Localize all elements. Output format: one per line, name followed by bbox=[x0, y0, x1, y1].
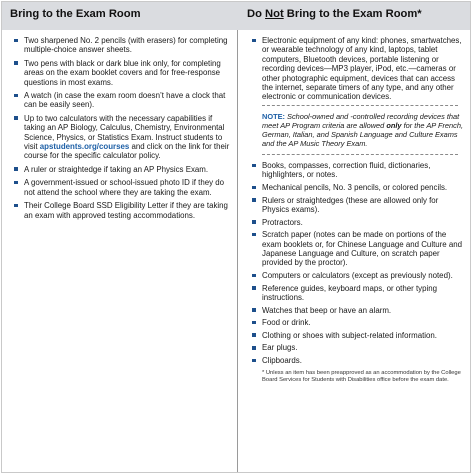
list-item bbox=[14, 59, 231, 87]
square-bullet-icon bbox=[252, 186, 256, 190]
item-text: Up to two calculators with the necessary capabilities if taking an AP Biology, Calculus, Chemistry, Environmental Science, Physics, or Statistics Exam. Instruct students to visit bbox=[24, 113, 225, 152]
list-item bbox=[252, 356, 464, 365]
item-text: Reference guides, keyboard maps, or other typing instructions. bbox=[262, 283, 438, 303]
do-not-bring-list bbox=[252, 161, 464, 365]
item-text: Computers or calculators (except as previously noted). bbox=[262, 271, 453, 281]
list-item bbox=[252, 284, 464, 303]
square-bullet-icon bbox=[14, 94, 18, 98]
do-not-bring-column-title bbox=[233, 2, 470, 30]
square-bullet-icon bbox=[14, 167, 18, 171]
list-item bbox=[252, 343, 464, 352]
list-item bbox=[14, 201, 231, 220]
bring-list bbox=[14, 36, 231, 220]
square-bullet-icon bbox=[14, 181, 18, 185]
list-item bbox=[252, 318, 464, 327]
footnote: * Unless an item has been preapproved as an accommodation by the College Board Services for Students with Disabilities office before the exam date. bbox=[262, 370, 461, 384]
item-text: A ruler or straightedge if taking an AP Physics Exam. bbox=[24, 164, 209, 174]
item-text: A watch (in case the exam room doesn’t have a clock that can be easily seen). bbox=[24, 91, 226, 110]
square-bullet-icon bbox=[14, 116, 18, 120]
square-bullet-icon bbox=[252, 333, 256, 337]
exam-room-rules-table bbox=[1, 1, 471, 473]
item-text: Protractors. bbox=[262, 217, 303, 227]
list-item bbox=[252, 196, 464, 215]
bring-column bbox=[2, 30, 237, 472]
item-text: Mechanical pencils, No. 3 pencils, or colored pencils. bbox=[262, 183, 448, 193]
item-text: and click on the link for their course for the specific calculator policy. bbox=[24, 142, 230, 161]
item-text: Rulers or straightedges (these are allowed only for Physics exams). bbox=[262, 195, 439, 215]
list-item bbox=[252, 230, 464, 268]
item-text: Their College Board SSD Eligibility Letter if they are taking an exam with approved testing accommodations. bbox=[24, 201, 228, 220]
list-item bbox=[252, 306, 464, 315]
title-suffix: Bring to the Exam Room* bbox=[283, 8, 422, 20]
item-text: Watches that beep or have an alarm. bbox=[262, 305, 392, 315]
bring-column-title: Bring to the Exam Room bbox=[10, 8, 141, 20]
item-text: Two sharpened No. 2 pencils (with erasers) for completing multiple-choice answer sheets. bbox=[24, 36, 228, 55]
dashed-divider bbox=[262, 105, 458, 106]
square-bullet-icon bbox=[252, 308, 256, 312]
item-text: Food or drink. bbox=[262, 318, 311, 328]
item-text: Ear plugs. bbox=[262, 343, 298, 353]
note-text: for the AP French, German, Italian, and Spanish Language and Culture Exams and the AP Music Theory Exam. bbox=[262, 121, 464, 149]
list-item bbox=[14, 36, 231, 55]
note-emphasis: only bbox=[386, 121, 402, 131]
note-label: NOTE: bbox=[262, 112, 285, 122]
square-bullet-icon bbox=[252, 321, 256, 325]
list-item bbox=[14, 91, 231, 110]
square-bullet-icon bbox=[252, 274, 256, 278]
item-text: Books, compasses, correction fluid, dictionaries, highlighters, or notes. bbox=[262, 161, 431, 180]
list-item bbox=[14, 114, 231, 161]
item-text: Clothing or shoes with subject-related information. bbox=[262, 330, 437, 340]
list-item bbox=[252, 331, 464, 340]
square-bullet-icon bbox=[252, 164, 256, 168]
recording-devices-note bbox=[262, 112, 464, 148]
square-bullet-icon bbox=[252, 198, 256, 202]
item-text: Clipboards. bbox=[262, 356, 302, 365]
square-bullet-icon bbox=[252, 359, 256, 363]
list-item bbox=[252, 218, 464, 227]
square-bullet-icon bbox=[14, 61, 18, 65]
square-bullet-icon bbox=[252, 233, 256, 237]
square-bullet-icon bbox=[14, 204, 18, 208]
courses-link[interactable]: apstudents.org/courses bbox=[39, 142, 130, 152]
title-emphasis: Not bbox=[265, 8, 284, 20]
list-item bbox=[252, 271, 464, 280]
square-bullet-icon bbox=[252, 286, 256, 290]
square-bullet-icon bbox=[252, 220, 256, 224]
title-prefix: Do bbox=[247, 8, 266, 20]
list-item bbox=[252, 183, 464, 192]
list-item bbox=[14, 165, 231, 174]
item-text: Scratch paper (notes can be made on portions of the exam booklets or, for Chinese Language and Culture and Japanese Language and Culture, on scratch paper provided by the proctor). bbox=[262, 230, 463, 268]
square-bullet-icon bbox=[252, 346, 256, 350]
note-text: School-owned and -controlled recording devices that meet AP Program criteria are allowed bbox=[262, 112, 460, 131]
square-bullet-icon bbox=[14, 39, 18, 43]
table-header bbox=[2, 2, 470, 30]
do-not-bring-list-electronics bbox=[252, 36, 464, 102]
dashed-divider bbox=[262, 154, 458, 155]
square-bullet-icon bbox=[252, 39, 256, 43]
item-text: A government-issued or school-issued photo ID if they do not attend the school where they are taking the exam. bbox=[24, 178, 225, 197]
do-not-bring-column bbox=[237, 30, 470, 472]
item-text: Electronic equipment of any kind: phones, smartwatches, or wearable technology of any kind, laptops, tablet computers, Bluetooth devices, portable listening or recording devices—MP3 player, iPod, etc.—cameras or other photographic equipment, devices that can access the internet, separate timers of any type, and any other electronic or communication devices. bbox=[262, 36, 462, 102]
item-text: Two pens with black or dark blue ink only, for completing areas on the exam booklet covers and for free-response questions in most exams. bbox=[24, 58, 221, 87]
list-item bbox=[252, 36, 464, 102]
list-item bbox=[14, 178, 231, 197]
list-item bbox=[252, 161, 464, 180]
